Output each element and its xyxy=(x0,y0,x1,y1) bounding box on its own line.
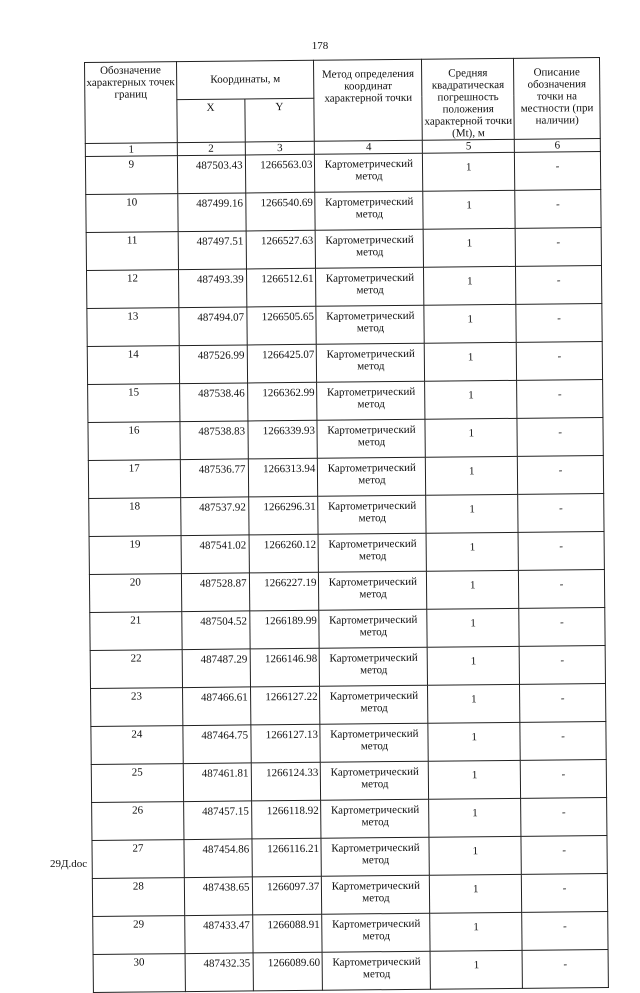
method-cell xyxy=(317,381,425,420)
table-row xyxy=(91,760,606,803)
x-coordinate-cell: 487538.46 xyxy=(179,383,247,422)
y-coordinate-cell: 1266362.99 xyxy=(247,382,317,421)
point-designation-cell: 30 xyxy=(93,954,185,993)
accuracy-cell: 1 xyxy=(430,912,522,951)
accuracy-cell: 1 xyxy=(430,950,522,989)
x-coordinate-cell: 487526.99 xyxy=(179,345,247,384)
method-line-1: Картометрический xyxy=(326,347,415,361)
y-coordinate-cell: 1266097.37 xyxy=(252,876,322,915)
method-line-2: метод xyxy=(360,740,389,753)
method-line-2: метод xyxy=(362,968,391,981)
accuracy-cell: 1 xyxy=(423,190,515,229)
method-line-2: метод xyxy=(359,588,387,601)
method-line-1: Картометрический xyxy=(329,613,418,627)
description-cell: - xyxy=(521,874,607,913)
accuracy-cell: 1 xyxy=(428,722,520,761)
method-cell xyxy=(322,913,430,952)
y-coordinate-cell: 1266146.98 xyxy=(250,648,320,687)
accuracy-cell: 1 xyxy=(426,494,518,533)
method-cell xyxy=(321,799,429,838)
x-coordinate-cell: 487457.15 xyxy=(183,801,251,840)
header-x: X xyxy=(177,99,245,143)
description-cell: - xyxy=(520,722,606,761)
y-coordinate-cell: 1266118.92 xyxy=(251,800,321,839)
x-coordinate-cell: 487499.16 xyxy=(178,193,246,232)
method-line-1: Картометрический xyxy=(325,233,414,247)
method-line-1: Картометрический xyxy=(328,575,418,589)
method-cell xyxy=(320,723,428,762)
method-line-1: Картометрический xyxy=(332,955,421,969)
column-number: 5 xyxy=(423,139,515,153)
accuracy-cell: 1 xyxy=(429,798,521,837)
description-cell: - xyxy=(522,912,608,951)
description-cell: - xyxy=(517,418,603,457)
table-row xyxy=(89,570,604,613)
accuracy-cell: 1 xyxy=(427,570,519,609)
accuracy-cell: 1 xyxy=(425,380,517,419)
header-accuracy: Средняя квадратическая погрешность положения характерной точки (Mt), м xyxy=(422,58,515,140)
method-line-2: метод xyxy=(360,664,388,677)
point-designation-cell: 13 xyxy=(87,308,179,347)
x-coordinate-cell: 487503.43 xyxy=(177,155,245,194)
point-designation-cell: 15 xyxy=(88,384,180,423)
point-designation-cell: 20 xyxy=(89,574,181,613)
description-cell: - xyxy=(521,798,607,837)
method-cell xyxy=(319,533,427,572)
y-coordinate-cell: 1266227.19 xyxy=(249,572,319,611)
method-cell xyxy=(321,761,429,800)
column-number: 4 xyxy=(315,140,423,154)
accuracy-cell: 1 xyxy=(428,684,520,723)
header-method: Метод определения координат характерной точки xyxy=(314,59,423,141)
y-coordinate-cell: 1266296.31 xyxy=(248,496,318,535)
coordinates-table xyxy=(84,57,609,993)
method-line-1: Картометрический xyxy=(327,461,416,475)
point-designation-cell: 26 xyxy=(92,802,184,841)
y-coordinate-cell: 1266512.61 xyxy=(246,268,316,307)
method-line-2: метод xyxy=(356,284,384,297)
table-row xyxy=(92,836,607,879)
point-designation-cell: 16 xyxy=(88,422,180,461)
description-cell: - xyxy=(520,684,606,723)
method-line-1: Картометрический xyxy=(331,841,420,855)
table-row xyxy=(87,266,602,309)
method-cell xyxy=(322,875,430,914)
accuracy-cell: 1 xyxy=(429,836,521,875)
table-row xyxy=(89,494,604,537)
point-designation-cell: 28 xyxy=(92,878,184,917)
point-designation-cell: 11 xyxy=(86,232,178,271)
method-line-2: метод xyxy=(358,474,386,487)
point-designation-cell: 23 xyxy=(91,688,183,727)
y-coordinate-cell: 1266116.21 xyxy=(252,838,322,877)
table-row xyxy=(90,646,605,689)
description-cell: - xyxy=(520,760,606,799)
method-line-2: метод xyxy=(361,778,389,791)
accuracy-cell: 1 xyxy=(425,342,517,381)
y-coordinate-cell: 1266088.91 xyxy=(252,914,322,953)
description-cell: - xyxy=(519,608,605,647)
method-cell xyxy=(320,685,428,724)
method-line-2: метод xyxy=(359,626,388,639)
method-line-2: метод xyxy=(357,436,386,449)
y-coordinate-cell: 1266089.60 xyxy=(253,952,323,991)
method-line-1: Картометрический xyxy=(331,879,420,893)
x-coordinate-cell: 487432.35 xyxy=(185,953,253,992)
coordinates-table-container xyxy=(84,57,609,993)
description-cell: - xyxy=(522,950,608,989)
point-designation-cell: 22 xyxy=(90,650,182,689)
accuracy-cell: 1 xyxy=(423,228,515,267)
table-row xyxy=(87,342,602,385)
point-designation-cell: 19 xyxy=(89,536,181,575)
x-coordinate-cell: 487494.07 xyxy=(179,307,247,346)
column-number: 1 xyxy=(85,143,177,157)
y-coordinate-cell: 1266563.03 xyxy=(245,154,315,193)
accuracy-cell: 1 xyxy=(423,152,515,191)
table-row xyxy=(86,228,601,271)
method-line-2: метод xyxy=(355,208,384,221)
method-line-2: метод xyxy=(360,702,388,715)
method-line-2: метод xyxy=(357,360,385,373)
method-line-1: Картометрический xyxy=(325,271,415,285)
description-cell: - xyxy=(516,266,602,305)
description-cell: - xyxy=(515,152,601,191)
y-coordinate-cell: 1266127.22 xyxy=(250,686,320,725)
method-line-2: метод xyxy=(355,170,383,183)
method-cell xyxy=(318,457,426,496)
point-designation-cell: 29 xyxy=(93,916,185,955)
method-line-1: Картометрический xyxy=(326,309,415,323)
point-designation-cell: 14 xyxy=(87,346,179,385)
accuracy-cell: 1 xyxy=(427,608,519,647)
description-cell: - xyxy=(515,228,601,267)
method-line-1: Картометрический xyxy=(327,423,416,437)
table-row xyxy=(88,456,603,499)
point-designation-cell: 27 xyxy=(92,840,184,879)
method-cell xyxy=(315,191,423,230)
point-designation-cell: 9 xyxy=(85,156,177,195)
point-designation-cell: 25 xyxy=(91,764,183,803)
x-coordinate-cell: 487536.77 xyxy=(180,459,248,498)
column-number: 3 xyxy=(245,141,315,155)
method-line-2: метод xyxy=(362,892,390,905)
x-coordinate-cell: 487504.52 xyxy=(182,611,250,650)
description-cell: - xyxy=(516,304,602,343)
table-row xyxy=(91,722,606,765)
x-coordinate-cell: 487438.65 xyxy=(184,877,252,916)
accuracy-cell: 1 xyxy=(425,418,517,457)
method-cell xyxy=(317,343,425,382)
column-number: 6 xyxy=(514,139,600,153)
point-designation-cell: 21 xyxy=(90,612,182,651)
method-line-1: Картометрический xyxy=(326,385,416,399)
description-cell: - xyxy=(517,380,603,419)
table-row xyxy=(92,874,607,917)
table-row xyxy=(87,304,602,347)
method-line-2: метод xyxy=(358,550,387,563)
method-line-1: Картометрический xyxy=(330,765,419,779)
table-row xyxy=(88,418,603,461)
x-coordinate-cell: 487466.61 xyxy=(182,687,250,726)
method-cell xyxy=(319,609,427,648)
y-coordinate-cell: 1266189.99 xyxy=(249,610,319,649)
method-line-1: Картометрический xyxy=(329,689,419,703)
method-line-2: метод xyxy=(356,246,384,259)
table-row xyxy=(89,532,604,575)
method-cell xyxy=(321,837,429,876)
footer-filename: 29Д.doc xyxy=(50,858,88,870)
table-row xyxy=(91,684,606,727)
table-row xyxy=(90,608,605,651)
method-line-2: метод xyxy=(356,322,385,335)
method-line-1: Картометрический xyxy=(329,651,418,665)
point-designation-cell: 17 xyxy=(88,460,180,499)
method-line-2: метод xyxy=(361,854,390,867)
method-cell xyxy=(316,267,424,306)
x-coordinate-cell: 487497.51 xyxy=(178,231,246,270)
header-description: Описание обозначения точки на местности (при наличии) xyxy=(514,58,601,140)
x-coordinate-cell: 487487.29 xyxy=(182,649,250,688)
coordinates-table-body xyxy=(85,152,608,993)
y-coordinate-cell: 1266127.13 xyxy=(250,724,320,763)
x-coordinate-cell: 487493.39 xyxy=(178,269,246,308)
method-cell xyxy=(316,229,424,268)
description-cell: - xyxy=(515,190,601,229)
method-cell xyxy=(315,153,423,192)
method-line-1: Картометрический xyxy=(330,727,419,741)
accuracy-cell: 1 xyxy=(426,532,518,571)
x-coordinate-cell: 487528.87 xyxy=(181,573,249,612)
x-coordinate-cell: 487538.83 xyxy=(180,421,248,460)
method-cell xyxy=(318,495,426,534)
accuracy-cell: 1 xyxy=(424,266,516,305)
table-row xyxy=(93,912,608,955)
x-coordinate-cell: 487541.02 xyxy=(181,535,249,574)
accuracy-cell: 1 xyxy=(427,646,519,685)
point-designation-cell: 24 xyxy=(91,726,183,765)
method-line-2: метод xyxy=(361,816,389,829)
description-cell: - xyxy=(517,456,603,495)
y-coordinate-cell: 1266540.69 xyxy=(245,192,315,231)
method-cell xyxy=(323,951,431,990)
method-line-1: Картометрический xyxy=(324,157,414,171)
method-line-1: Картометрический xyxy=(325,195,414,209)
method-line-1: Картометрический xyxy=(330,803,420,817)
point-designation-cell: 18 xyxy=(89,498,181,537)
y-coordinate-cell: 1266313.94 xyxy=(248,458,318,497)
table-row xyxy=(93,950,608,993)
table-row xyxy=(85,152,600,195)
header-coordinates: Координаты, м xyxy=(176,60,314,99)
header-designation: Обозначение характерных точек границ xyxy=(85,62,178,144)
table-row xyxy=(92,798,607,841)
x-coordinate-cell: 487433.47 xyxy=(184,915,252,954)
point-designation-cell: 10 xyxy=(86,194,178,233)
description-cell: - xyxy=(518,532,604,571)
y-coordinate-cell: 1266124.33 xyxy=(251,762,321,801)
description-cell: - xyxy=(518,494,604,533)
page-number: 178 xyxy=(311,40,329,52)
description-cell: - xyxy=(521,836,607,875)
x-coordinate-cell: 487461.81 xyxy=(183,763,251,802)
point-designation-cell: 12 xyxy=(87,270,179,309)
x-coordinate-cell: 487454.86 xyxy=(184,839,252,878)
method-line-2: метод xyxy=(362,930,390,943)
table-row xyxy=(86,190,601,233)
method-line-2: метод xyxy=(358,512,386,525)
y-coordinate-cell: 1266260.12 xyxy=(249,534,319,573)
description-cell: - xyxy=(519,570,605,609)
method-line-1: Картометрический xyxy=(332,917,421,931)
method-cell xyxy=(316,305,424,344)
x-coordinate-cell: 487537.92 xyxy=(180,497,248,536)
method-line-2: метод xyxy=(357,398,385,411)
y-coordinate-cell: 1266339.93 xyxy=(248,420,318,459)
method-line-1: Картометрический xyxy=(328,537,417,551)
accuracy-cell: 1 xyxy=(429,760,521,799)
header-y: Y xyxy=(244,98,314,142)
accuracy-cell: 1 xyxy=(426,456,518,495)
accuracy-cell: 1 xyxy=(424,304,516,343)
method-line-1: Картометрический xyxy=(327,499,417,513)
accuracy-cell: 1 xyxy=(430,874,522,913)
method-cell xyxy=(320,647,428,686)
x-coordinate-cell: 487464.75 xyxy=(183,725,251,764)
y-coordinate-cell: 1266505.65 xyxy=(246,306,316,345)
method-cell xyxy=(317,419,425,458)
column-number: 2 xyxy=(177,142,245,156)
description-cell: - xyxy=(519,646,605,685)
table-row xyxy=(88,380,603,423)
description-cell: - xyxy=(516,342,602,381)
y-coordinate-cell: 1266527.63 xyxy=(246,230,316,269)
y-coordinate-cell: 1266425.07 xyxy=(247,344,317,383)
method-cell xyxy=(319,571,427,610)
